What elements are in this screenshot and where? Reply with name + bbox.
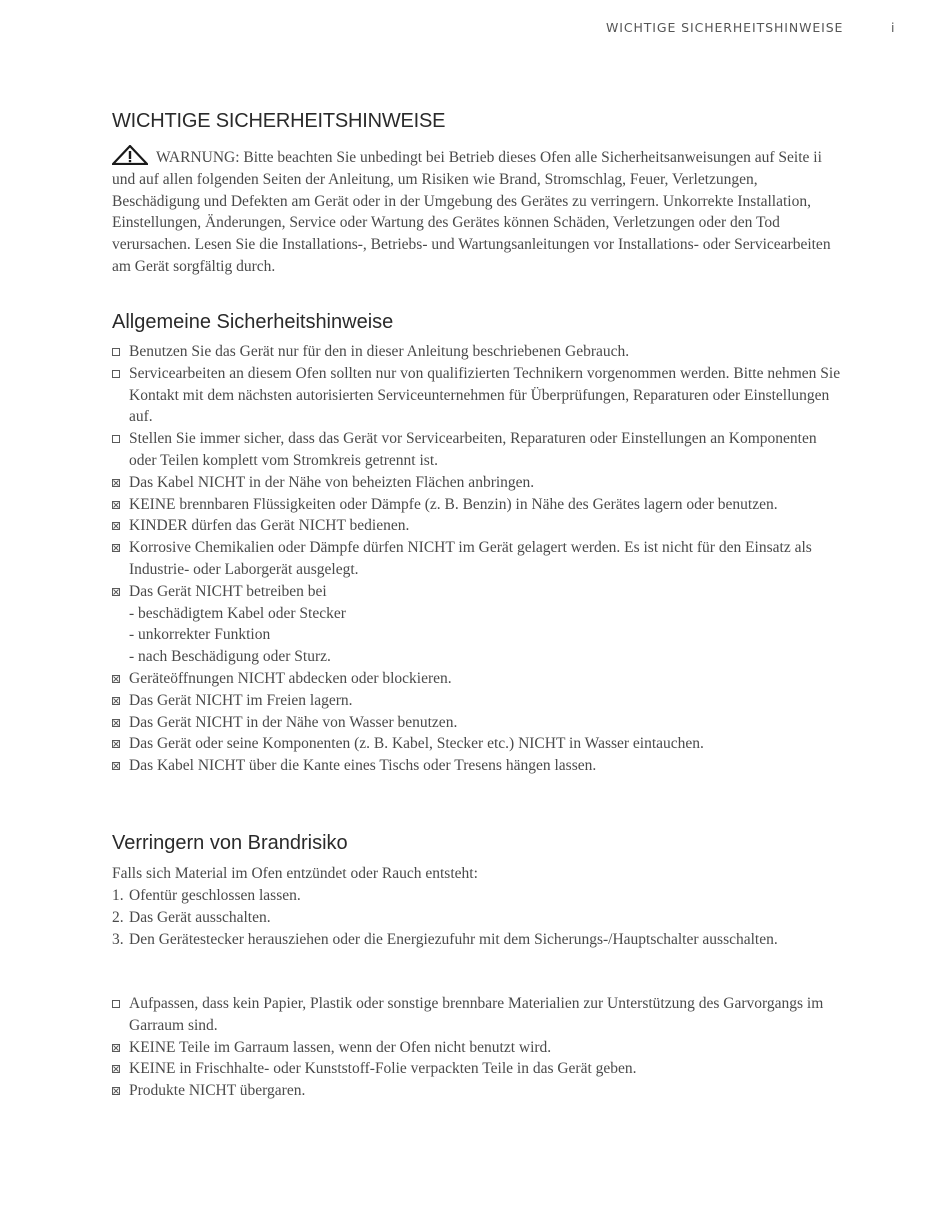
warning-paragraph xyxy=(112,145,842,278)
list-item xyxy=(112,1037,842,1059)
step-number: 2. xyxy=(112,908,124,926)
list-item-text: KEINE Teile im Garraum lassen, wenn der Ofen nicht benutzt wird. xyxy=(129,1038,552,1056)
crossed-box-bullet-icon xyxy=(112,740,120,748)
list-item xyxy=(112,341,842,363)
list-item xyxy=(112,668,842,690)
checkbox-bullet-icon xyxy=(112,348,120,356)
crossed-box-bullet-icon xyxy=(112,522,120,530)
list-item-text: Das Gerät NICHT betreiben bei xyxy=(129,582,327,600)
list-item-text: Servicearbeiten an diesem Ofen sollten nur von qualifizierten Technikern vorgenommen werden. Bitte nehmen Sie Kontakt mit dem nächsten autorisierten Serviceunternehmen für Überprüfungen, Reparaturen oder Einstellungen auf. xyxy=(129,364,841,426)
fire-intro-text: Falls sich Material im Ofen entzündet oder Rauch entsteht: xyxy=(112,865,478,882)
list-item-text: Geräteöffnungen NICHT abdecken oder blockieren. xyxy=(129,669,452,687)
list-item xyxy=(112,581,842,668)
list-item xyxy=(112,472,842,494)
running-header: WICHTIGE SICHERHEITSHINWEISE xyxy=(606,20,844,35)
list-item xyxy=(112,907,842,929)
list-item xyxy=(112,515,842,537)
fire-steps-list xyxy=(112,885,842,950)
warning-triangle-icon xyxy=(112,145,148,165)
list-item xyxy=(112,993,842,1037)
list-item xyxy=(112,733,842,755)
page-number: i xyxy=(891,20,895,35)
crossed-box-bullet-icon xyxy=(112,544,120,552)
crossed-box-bullet-icon xyxy=(112,719,120,727)
list-item-text: KINDER dürfen das Gerät NICHT bedienen. xyxy=(129,517,410,535)
step-number: 1. xyxy=(112,887,124,904)
crossed-box-bullet-icon xyxy=(112,697,120,705)
list-item xyxy=(112,1058,842,1080)
list-item-text: Benutzen Sie das Gerät nur für den in dieser Anleitung beschriebenen Gebrauch. xyxy=(129,343,630,360)
crossed-box-bullet-icon xyxy=(112,479,120,487)
list-item-text: Das Gerät NICHT im Freien lagern. xyxy=(129,691,353,709)
sub-item: - unkorrekter Funktion xyxy=(129,626,271,644)
list-item xyxy=(112,494,842,516)
list-item xyxy=(112,929,842,951)
list-item-text: Produkte NICHT übergaren. xyxy=(129,1082,306,1100)
step-text: Das Gerät ausschalten. xyxy=(129,908,271,926)
list-item xyxy=(112,428,842,472)
fire-risk-title: Verringern von Brandrisiko xyxy=(112,832,348,854)
list-item-text: KEINE in Frischhalte- oder Kunststoff-Folie verpackten Teile in das Gerät geben. xyxy=(129,1060,637,1078)
list-item xyxy=(112,885,842,907)
crossed-box-bullet-icon xyxy=(112,1065,120,1073)
list-item-text: Das Gerät NICHT in der Nähe von Wasser benutzen. xyxy=(129,713,458,731)
fire-safety-list xyxy=(112,993,842,1102)
list-item xyxy=(112,537,842,581)
sub-item: - nach Beschädigung oder Sturz. xyxy=(129,648,331,666)
step-text: Den Gerätestecker herausziehen oder die Energiezufuhr mit dem Sicherungs-/Hauptschalter ausschalten. xyxy=(129,930,778,948)
general-safety-list xyxy=(112,341,842,777)
list-item xyxy=(112,712,842,734)
checkbox-bullet-icon xyxy=(112,370,120,378)
crossed-box-bullet-icon xyxy=(112,588,120,596)
crossed-box-bullet-icon xyxy=(112,1044,120,1052)
crossed-box-bullet-icon xyxy=(112,762,120,770)
crossed-box-bullet-icon xyxy=(112,675,120,683)
list-item-text: Das Gerät oder seine Komponenten (z. B. Kabel, Stecker etc.) NICHT in Wasser eintauchen. xyxy=(129,735,704,753)
step-number: 3. xyxy=(112,930,124,948)
list-item xyxy=(112,363,842,428)
checkbox-bullet-icon xyxy=(112,435,120,443)
list-item-text: KEINE brennbaren Flüssigkeiten oder Dämpfe (z. B. Benzin) in Nähe des Gerätes lagern oder benutzen. xyxy=(129,495,778,513)
general-safety-title: Allgemeine Sicherheitshinweise xyxy=(112,311,394,333)
crossed-box-bullet-icon xyxy=(112,1087,120,1095)
list-item-text: Korrosive Chemikalien oder Dämpfe dürfen NICHT im Gerät gelagert werden. Es ist nicht für den Einsatz als Industrie- oder Laborgerät ausgelegt. xyxy=(129,539,812,578)
main-title: WICHTIGE SICHERHEITSHINWEISE xyxy=(112,110,446,132)
crossed-box-bullet-icon xyxy=(112,501,120,509)
warning-text: WARNUNG: Bitte beachten Sie unbedingt bei Betrieb dieses Ofen alle Sicherheitsanweisungen auf Seite ii und auf allen folgenden Seiten der Anleitung, um Risiken wie Brand, Stromschlag, Feuer, Verletzungen, Beschädigung und Defekten am Gerät oder in der Umgebung des Gerätes zu verringern. Unkorrekte Installation, Einstellungen, Änderungen, Service oder Wartung des Gerätes können Schäden, Verletzungen oder den Tod verursachen. Lesen Sie die Installations-, Betriebs- und Wartungsanleitungen vor Installations- oder Servicearbeiten am Gerät sorgfältig durch. xyxy=(112,149,831,275)
checkbox-bullet-icon xyxy=(112,1000,120,1008)
list-item-text: Aufpassen, dass kein Papier, Plastik oder sonstige brennbare Materialien zur Unterstützung des Garvorgangs im Garraum sind. xyxy=(129,995,824,1034)
list-item-text: Stellen Sie immer sicher, dass das Gerät vor Servicearbeiten, Reparaturen oder Einstellungen an Komponenten oder Teilen komplett vom Stromkreis getrennt ist. xyxy=(129,430,817,469)
list-item-text: Das Kabel NICHT in der Nähe von beheizten Flächen anbringen. xyxy=(129,473,535,491)
list-item-text: Das Kabel NICHT über die Kante eines Tischs oder Tresens hängen lassen. xyxy=(129,757,597,775)
list-item xyxy=(112,690,842,712)
list-item xyxy=(112,755,842,777)
list-item xyxy=(112,1080,842,1102)
step-text: Ofentür geschlossen lassen. xyxy=(129,887,301,904)
sub-item: - beschädigtem Kabel oder Stecker xyxy=(129,604,346,622)
